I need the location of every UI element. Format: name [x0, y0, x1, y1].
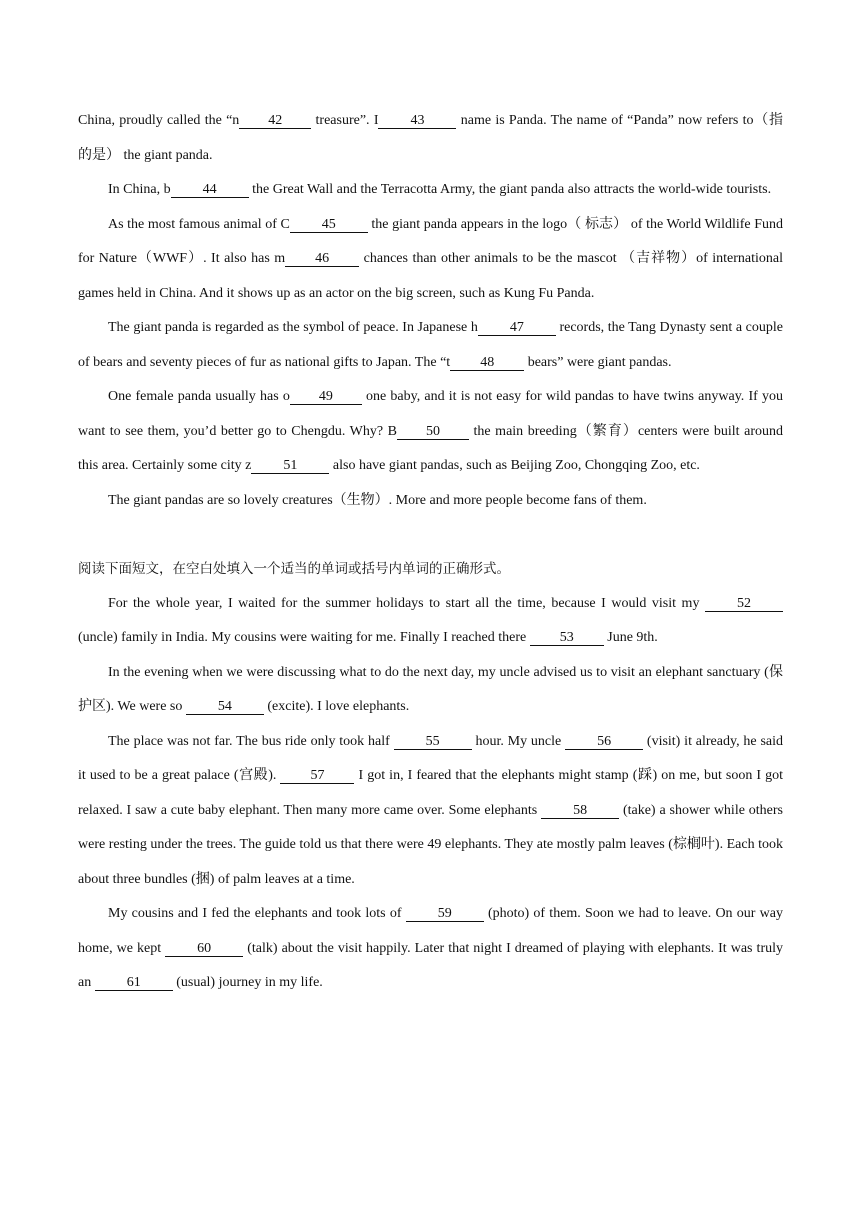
blank-44[interactable]: 44 [171, 182, 249, 198]
blank-60[interactable]: 60 [165, 941, 243, 957]
blank-42[interactable]: 42 [239, 113, 311, 129]
text-segment: name is Panda. The name of “Panda” now refers to（指的是） the giant panda. [78, 113, 783, 163]
text-segment: (take) a shower while others were resting under the trees. The guide told us that there were 49 elephants. They ate mostly palm leaves (棕榈叶). Each took about three bundles (捆) of palm leaves at a time. [78, 802, 783, 887]
text-segment: (visit) it already, he said it used to be a great palace (宫殿). [78, 733, 783, 783]
text-segment: hour. My uncle [471, 733, 566, 749]
text-segment: records, the Tang Dynasty sent a couple of bears and seventy pieces of fur as national gifts to Japan. The “t [78, 320, 783, 370]
passage1-paragraph-5 [78, 380, 783, 484]
text-segment: (uncle) family in India. My cousins were waiting for me. Finally I reached there [78, 630, 530, 645]
text-segment: In the evening when we were discussing what to do the next day, my uncle advised us to visit an elephant sanctuary (保护区). We were so [78, 664, 783, 714]
text-segment: the main breeding（繁育）centers were built around this area. Certainly some city z [78, 423, 783, 473]
document-page [78, 104, 783, 1001]
passage2-paragraph-2 [78, 656, 783, 725]
blank-50[interactable]: 50 [397, 424, 469, 440]
text-segment: The place was not far. The bus ride only took half [108, 733, 394, 749]
blank-54[interactable]: 54 [186, 699, 264, 715]
text-segment: China, proudly called the “n [78, 113, 240, 128]
passage1-paragraph-4 [78, 311, 783, 380]
text-segment: one baby, and it is not easy for wild pandas to have twins anyway. If you want to see them, you’d better go to Chengdu. Why? B [78, 389, 783, 439]
text-segment: the giant panda appears in the logo（ 标志） of the World Wildlife Fund for Nature（WWF）. It also has m [78, 216, 784, 266]
passage1-paragraph-6 [78, 484, 783, 519]
blank-48[interactable]: 48 [450, 355, 524, 371]
blank-45[interactable]: 45 [290, 217, 368, 233]
blank-61[interactable]: 61 [95, 975, 173, 991]
blank-56[interactable]: 56 [565, 734, 643, 750]
text-segment: treasure”. I [311, 113, 379, 128]
blank-58[interactable]: 58 [541, 803, 619, 819]
text-segment: chances than other animals to be the mascot （吉祥物）of international games held in China. And it shows up as an actor on the big screen, such as Kung Fu Panda. [78, 251, 783, 301]
blank-57[interactable]: 57 [280, 768, 354, 784]
blank-53[interactable]: 53 [530, 630, 604, 646]
blank-51[interactable]: 51 [251, 458, 329, 474]
text-segment: My cousins and I fed the elephants and took lots of [108, 906, 406, 921]
text-segment: I got in, I feared that the elephants might stamp (踩) on me, but soon I got relaxed. I saw a cute baby elephant. Then many more came over. Some elephants [78, 768, 784, 818]
text-segment: bears” were giant pandas. [524, 354, 672, 370]
blank-59[interactable]: 59 [406, 906, 484, 922]
text-segment: (photo) of them. Soon we had to leave. On our way home, we kept [78, 906, 784, 956]
passage1-paragraph-1 [78, 104, 783, 173]
text-segment: the Great Wall and the Terracotta Army, the giant panda also attracts the world-wide tourists. [248, 182, 772, 197]
text-segment: In China, b [108, 182, 171, 197]
text-segment: (usual) journey in my life. [172, 975, 323, 990]
blank-47[interactable]: 47 [478, 320, 556, 336]
text-segment: The giant panda is regarded as the symbol of peace. In Japanese h [108, 320, 478, 335]
passage1-paragraph-2 [78, 173, 783, 208]
blank-43[interactable]: 43 [378, 113, 456, 129]
passage2-paragraph-1 [78, 587, 783, 656]
text-segment: also have giant pandas, such as Beijing Zoo, Chongqing Zoo, etc. [329, 458, 700, 473]
section-gap [78, 518, 783, 552]
text-segment: June 9th. [603, 630, 658, 645]
text-segment: As the most famous animal of C [108, 216, 290, 232]
text-segment: (excite). I love elephants. [263, 699, 410, 714]
passage2-paragraph-4 [78, 897, 783, 1001]
passage2-paragraph-3 [78, 725, 783, 898]
text-segment: For the whole year, I waited for the summer holidays to start all the time, because I would visit my [108, 595, 705, 611]
blank-52[interactable]: 52 [705, 596, 783, 612]
blank-49[interactable]: 49 [290, 389, 362, 405]
section-instruction: 阅读下面短文，在空白处填入一个适当的单词或括号内单词的正确形式。 [78, 561, 510, 577]
text-segment: One female panda usually has o [108, 389, 290, 404]
text-segment: (talk) about the visit happily. Later that night I dreamed of playing with elephants. It was truly an [78, 940, 783, 990]
blank-55[interactable]: 55 [394, 734, 472, 750]
passage1-paragraph-3 [78, 208, 783, 312]
text-segment: The giant pandas are so lovely creatures（生物）. More and more people become fans of them. [108, 492, 647, 508]
blank-46[interactable]: 46 [285, 251, 359, 267]
